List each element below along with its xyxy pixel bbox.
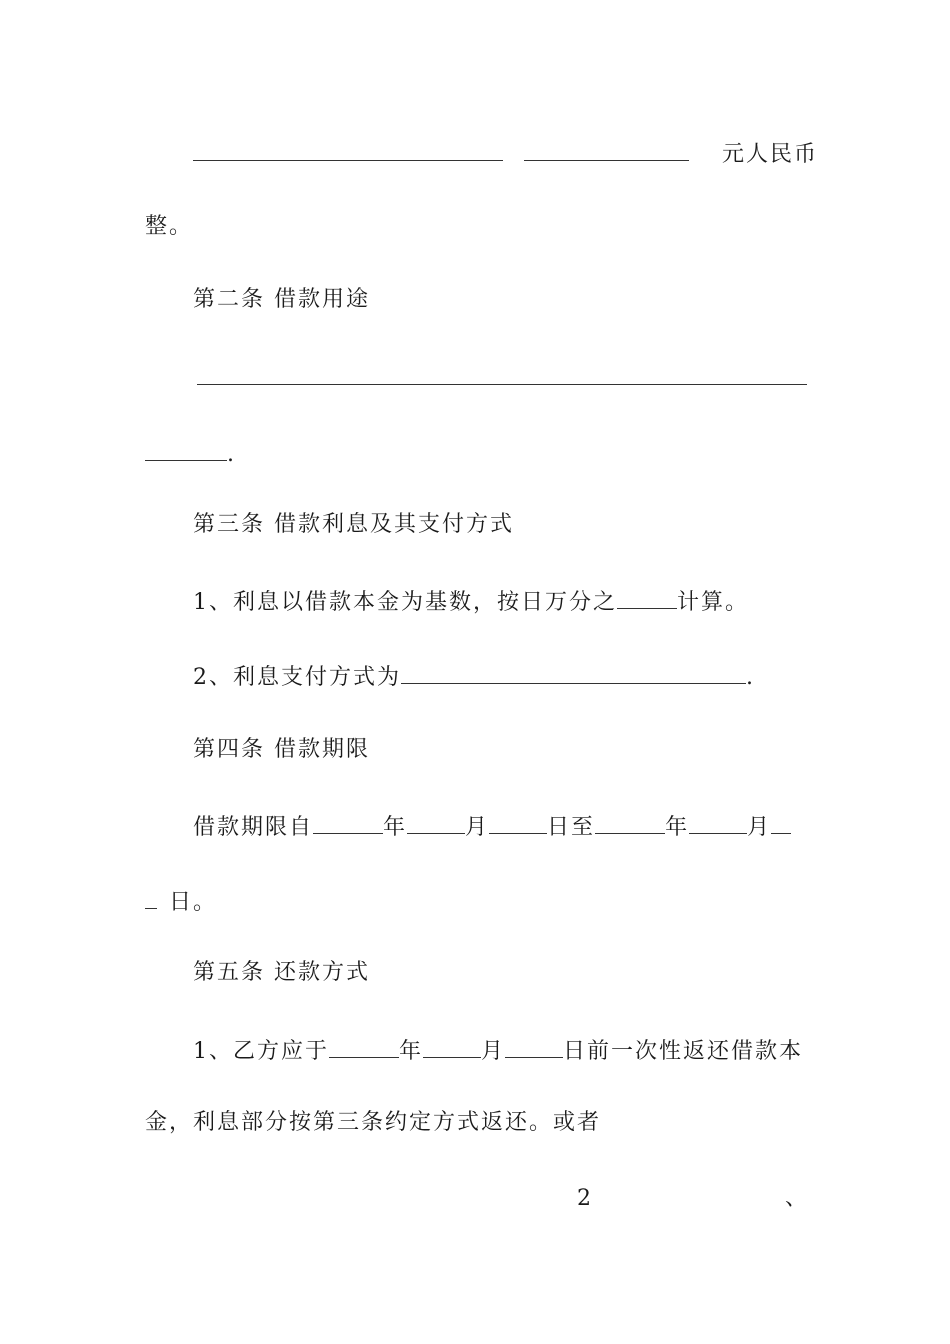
interest-rate-suffix: 计算。 — [677, 590, 750, 615]
article3-item2 — [193, 661, 755, 693]
amount-line — [193, 138, 818, 170]
article4-heading: 第四条 借款期限 — [193, 737, 370, 762]
end-day-blank-part1 — [771, 811, 791, 834]
article4-period — [193, 811, 791, 843]
start-day-label: 日至 — [547, 815, 596, 840]
article2-purpose-line-2 — [145, 438, 236, 470]
purpose-blank-2 — [145, 438, 227, 461]
article5-item1-cont: 金，利息部分按第三条约定方式返还。或者 — [145, 1110, 602, 1135]
purpose-blank-1 — [197, 362, 807, 385]
start-year-blank — [313, 811, 383, 834]
article5-item1 — [193, 1035, 803, 1067]
article4-period-cont — [145, 886, 217, 918]
start-month-label: 月 — [465, 815, 490, 840]
payment-method-end: . — [746, 665, 755, 690]
article2-heading: 第二条 借款用途 — [193, 287, 370, 312]
amount-blank-2 — [524, 138, 689, 161]
payment-method-label: 2、利息支付方式为 — [193, 665, 401, 690]
repay-month-blank — [423, 1035, 481, 1058]
end-day-blank-part2 — [145, 886, 157, 909]
end-month-label: 月 — [747, 815, 772, 840]
article5-heading: 第五条 还款方式 — [193, 960, 370, 985]
interest-rate-blank — [617, 586, 677, 609]
purpose-end-mark: . — [227, 442, 236, 467]
amount-blank-1 — [193, 138, 503, 161]
repay-suffix: 日前一次性返还借款本 — [563, 1039, 804, 1064]
article3-heading: 第三条 借款利息及其支付方式 — [193, 512, 514, 537]
end-year-label: 年 — [665, 815, 690, 840]
start-month-blank — [407, 811, 465, 834]
repay-year-blank — [329, 1035, 399, 1058]
article3-item1 — [193, 586, 749, 618]
amount-suffix: 元人民币 — [722, 142, 819, 167]
article2-purpose-line — [197, 362, 807, 394]
article5-item2-number: 2 — [577, 1186, 593, 1211]
repay-month-label: 月 — [481, 1039, 506, 1064]
period-prefix: 借款期限自 — [193, 815, 314, 840]
article5-item2-mark: 、 — [785, 1186, 810, 1211]
repay-prefix: 1、乙方应于 — [193, 1039, 329, 1064]
start-day-blank — [489, 811, 547, 834]
end-year-blank — [595, 811, 665, 834]
repay-day-blank — [505, 1035, 563, 1058]
end-month-blank — [689, 811, 747, 834]
interest-rate-label: 1、利息以借款本金为基数，按日万分之 — [193, 590, 617, 615]
repay-year-label: 年 — [399, 1039, 424, 1064]
end-day-label: 日。 — [169, 890, 218, 915]
payment-method-blank — [401, 661, 746, 684]
start-year-label: 年 — [383, 815, 408, 840]
amount-continuation: 整。 — [145, 214, 194, 239]
